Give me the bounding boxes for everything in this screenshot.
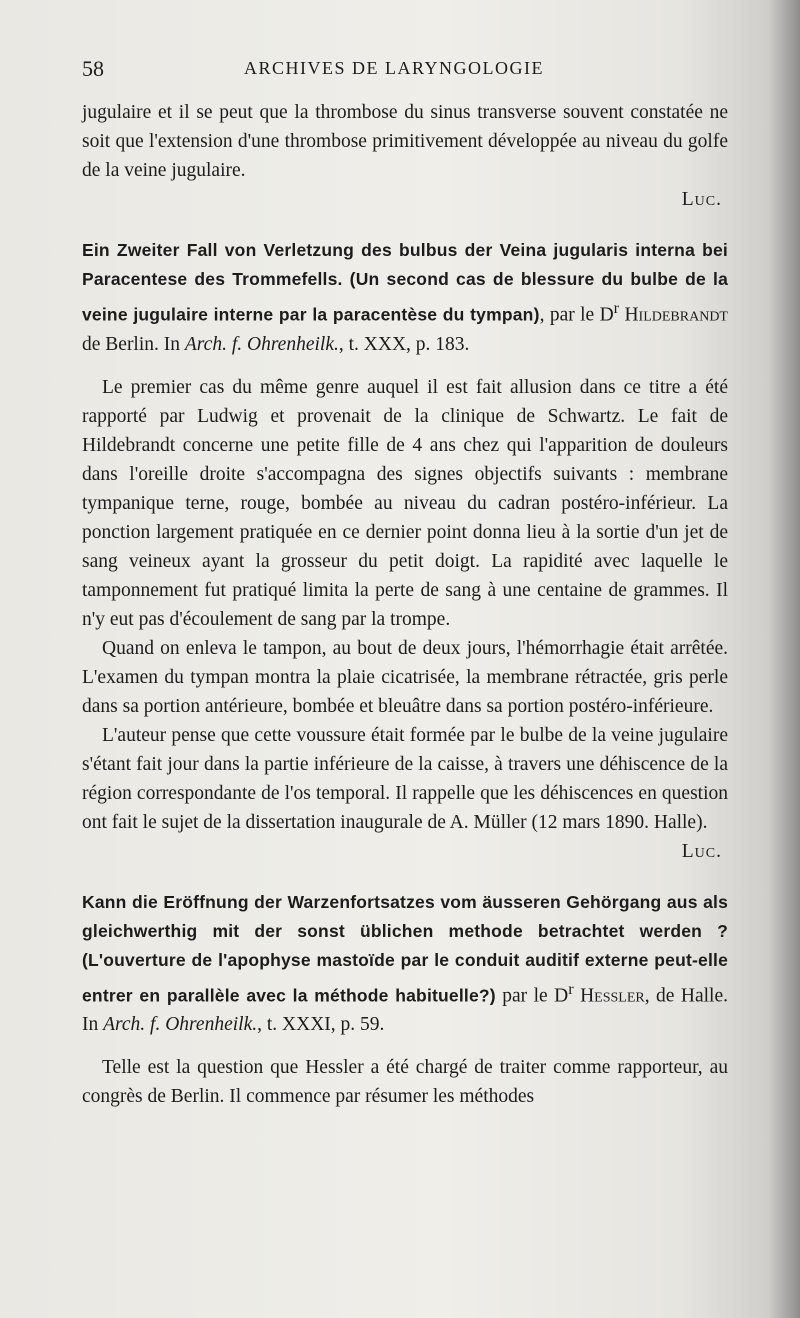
- byline-post-1: , t. XXX, p. 183.: [338, 333, 470, 355]
- paragraph-2: Quand on enleva le tampon, au bout de deux jours, l'hémorrhagie était arrêtée. L'examen du tympan montra la plaie cicatrisée, la membrane rétractée, gris perle dans sa portion antérieure, bombée et bleuâtre dans sa portion postéro-inférieure.: [82, 637, 728, 717]
- byline-pre-2: par le D: [495, 985, 569, 1006]
- article-title-1: Ein Zweiter Fall von Verletzung des bulbus der Veina jugularis interna bei Paracentese des Trommefells. (Un second cas de blessure du bulbe de la veine jugulaire interne par la paracentèse du tympan): [82, 240, 728, 325]
- paragraph-4: Telle est la question que Hessler a été chargé de traiter comme rapporteur, au congrès de Berlin. Il commence par résumer les méthodes: [82, 1057, 728, 1107]
- author-2: Hessler: [580, 985, 645, 1006]
- page-header: [82, 56, 728, 88]
- byline-mid-1: de Berlin. In: [82, 333, 185, 355]
- page-number: 58: [82, 56, 104, 81]
- byline-post-2: , t. XXXI, p. 59.: [257, 1014, 385, 1035]
- article-heading-2: [82, 888, 728, 1040]
- continued-paragraph: jugulaire et il se peut que la thrombose du sinus transverse souvent constatée ne soit que l'extension d'une thrombose primitivement développée au niveau du golfe de la veine jugulaire.: [82, 102, 728, 181]
- signature-luc-2: Luc.: [681, 840, 722, 862]
- page-content: [82, 98, 728, 1111]
- journal-2: Arch. f. Ohrenheilk.: [103, 1014, 258, 1035]
- byline-sup-1: r: [613, 299, 620, 317]
- author-1: Hildebrandt: [624, 304, 728, 326]
- byline-mid-2: , de Halle. In: [82, 985, 728, 1035]
- paragraph-1: Le premier cas du même genre auquel il est fait allusion dans ce titre a été rapporté par Ludwig et provenait de la clinique de Schwartz. Le fait de Hildebrandt concerne une petite fille de 4 ans chez qui l'apparition de douleurs dans l'oreille droite s'accompagna des signes objectifs suivants : membrane tympanique terne, rouge, bombée au niveau du cadran postéro-inférieur. La ponction largement pratiquée en ce dernier point donna lieu à la sortie d'un jet de sang veineux ayant la grosseur du petit doigt. La rapidité avec laquelle le tamponnement fut pratiqué limita la perte de sang à une centaine de grammes. Il n'y eut pas d'écoulement de sang par la trompe.: [82, 376, 728, 630]
- byline-pre-1: , par le D: [539, 304, 614, 326]
- signature-luc-1: Luc.: [681, 189, 722, 210]
- byline-sup-2: r: [568, 979, 574, 998]
- running-title: ARCHIVES DE LARYNGOLOGIE: [244, 58, 544, 78]
- paragraph-3: L'auteur pense que cette voussure était formée par le bulbe de la veine jugulaire s'étant fait jour dans la partie inférieure de la caisse, à travers une déhiscence de la région correspondante de l'os temporal. Il rappelle que les déhiscences en question ont fait le sujet de la dissertation inaugurale de A. Müller (12 mars 1890. Halle).: [82, 724, 728, 833]
- article-title-2: Kann die Eröffnung der Warzenfortsatzes vom äusseren Gehörgang aus als gleichwerthig mit der sonst üblichen methode betrachtet werden ? (L'ouverture de l'apophyse mastoïde par le conduit auditif externe peut-elle entrer en parallèle avec la méthode habituelle?): [82, 891, 728, 1005]
- journal-1: Arch. f. Ohrenheilk.: [184, 333, 339, 355]
- article-heading-1: [82, 236, 728, 359]
